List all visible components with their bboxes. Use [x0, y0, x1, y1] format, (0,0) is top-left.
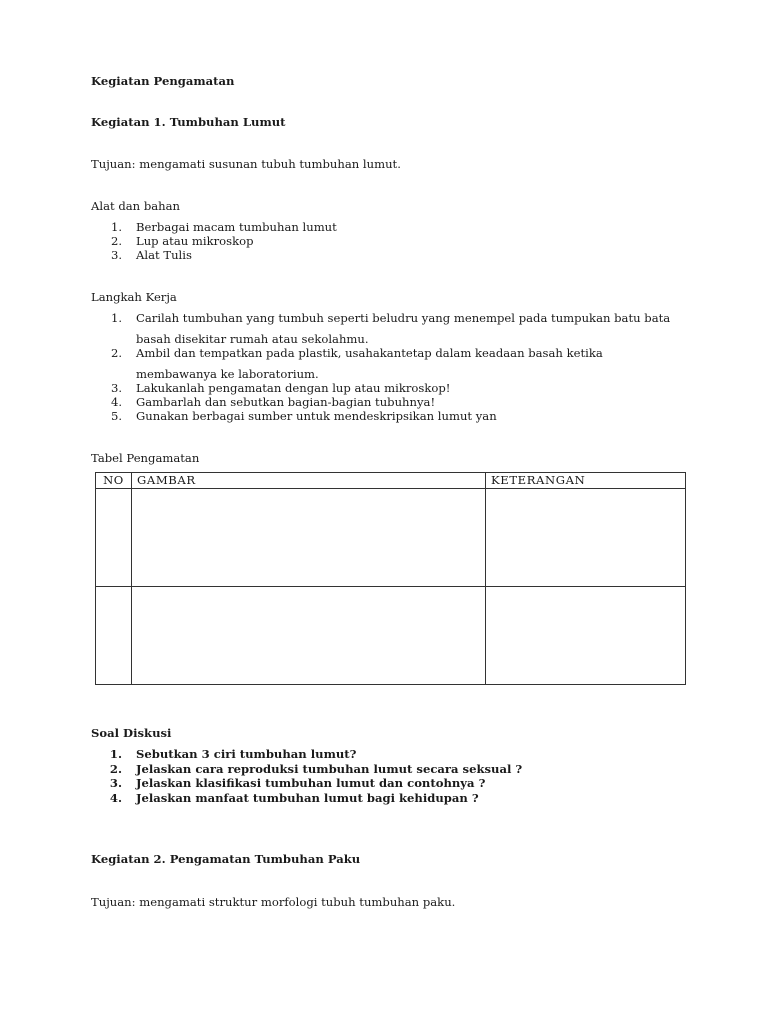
list-item: 1. Berbagai macam tumbuhan lumut [110, 220, 337, 234]
observation-table [95, 472, 686, 685]
table-cell-gambar [132, 587, 486, 685]
table-cell-no [96, 587, 132, 685]
list-item-continuation: basah disekitar rumah atau sekolahmu. [136, 332, 369, 346]
list-item: 3. Alat Tulis [110, 248, 192, 262]
alat-bahan-title: Alat dan bahan [91, 199, 181, 213]
kegiatan1-tujuan: Tujuan: mengamati susunan tubuh tumbuhan lumut. [91, 157, 401, 171]
table-cell-keterangan [486, 587, 686, 685]
list-item-continuation: membawanya ke laboratorium. [136, 367, 319, 381]
list-item: 3. Jelaskan klasifikasi tumbuhan lumut dan contohnya ? [109, 776, 486, 790]
list-item: 3. Lakukanlah pengamatan dengan lup atau mikroskop! [110, 381, 451, 395]
list-item: 1. Carilah tumbuhan yang tumbuh seperti beludru yang menempel pada tumpukan batu bata [110, 311, 671, 325]
list-item: 5. Gunakan berbagai sumber untuk mendeskripsikan lumut yan [110, 409, 497, 423]
table-cell-gambar [132, 489, 486, 587]
list-item: 2. Jelaskan cara reproduksi tumbuhan lumut secara seksual ? [109, 762, 523, 776]
table-row [96, 489, 686, 587]
column-header-keterangan: KETERANGAN [486, 473, 686, 489]
soal-diskusi-title: Soal Diskusi [91, 726, 172, 740]
column-header-gambar: GAMBAR [132, 473, 486, 489]
column-header-no: NO [96, 473, 132, 489]
document-heading: Kegiatan Pengamatan [91, 74, 235, 88]
table-cell-keterangan [486, 489, 686, 587]
kegiatan1-title: Kegiatan 1. Tumbuhan Lumut [91, 115, 286, 129]
table-row [96, 587, 686, 685]
tabel-pengamatan-title: Tabel Pengamatan [91, 451, 200, 465]
list-item: 4. Gambarlah dan sebutkan bagian-bagian tubuhnya! [110, 395, 436, 409]
kegiatan2-title: Kegiatan 2. Pengamatan Tumbuhan Paku [91, 852, 361, 866]
list-item: 1. Sebutkan 3 ciri tumbuhan lumut? [109, 747, 357, 761]
list-item: 2. Ambil dan tempatkan pada plastik, usahakantetap dalam keadaan basah ketika [110, 346, 603, 360]
table-header-row [96, 473, 686, 489]
kegiatan2-tujuan: Tujuan: mengamati struktur morfologi tubuh tumbuhan paku. [91, 895, 456, 909]
table-cell-no [96, 489, 132, 587]
langkah-kerja-title: Langkah Kerja [91, 290, 177, 304]
list-item: 4. Jelaskan manfaat tumbuhan lumut bagi kehidupan ? [109, 791, 479, 805]
list-item: 2. Lup atau mikroskop [110, 234, 254, 248]
